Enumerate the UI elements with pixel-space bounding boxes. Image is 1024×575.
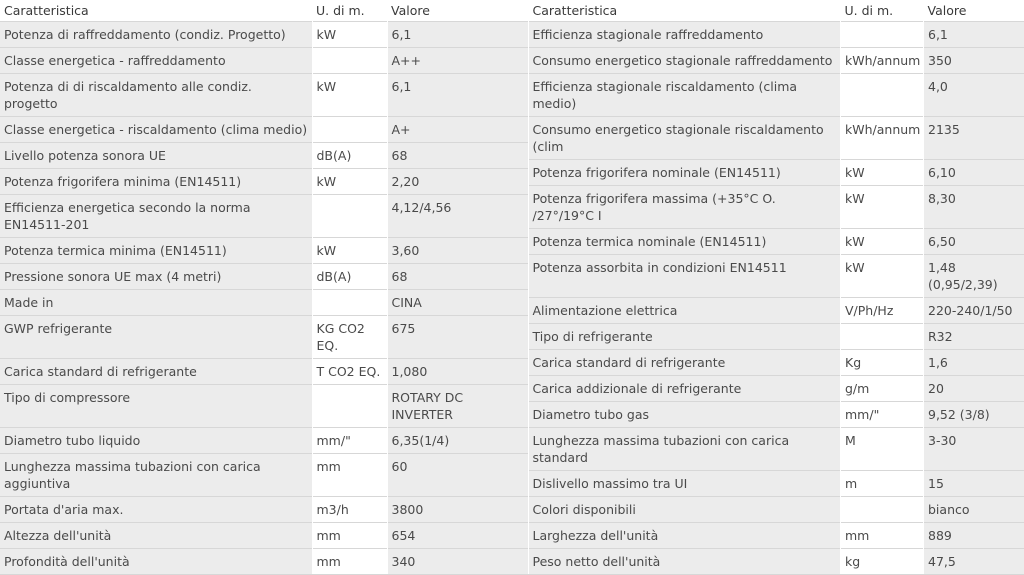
cell-unita: m3/h	[312, 497, 387, 523]
cell-unita: kW	[312, 22, 387, 48]
cell-caratteristica: Portata d'aria max.	[0, 497, 312, 523]
cell-unita: kW	[312, 74, 387, 117]
cell-unita: kW	[312, 169, 387, 195]
cell-valore: 6,35(1/4)	[387, 428, 528, 454]
cell-valore: bianco	[924, 497, 1024, 523]
table-row	[529, 160, 1024, 186]
cell-unita: mm	[312, 549, 387, 575]
cell-valore: 6,1	[387, 74, 528, 117]
cell-valore: 4,0	[924, 74, 1024, 117]
table-row	[0, 428, 528, 454]
cell-valore: 675	[387, 316, 528, 359]
table-row	[529, 428, 1024, 471]
cell-unita: T CO2 EQ.	[312, 359, 387, 385]
cell-caratteristica: Potenza frigorifera minima (EN14511)	[0, 169, 312, 195]
cell-caratteristica: Potenza frigorifera nominale (EN14511)	[529, 160, 841, 186]
table-row	[0, 359, 528, 385]
cell-unita: V/Ph/Hz	[841, 298, 924, 324]
cell-caratteristica: Peso netto dell'unità	[529, 549, 841, 575]
cell-valore: 220-240/1/50	[924, 298, 1024, 324]
cell-unita: kW	[312, 238, 387, 264]
cell-caratteristica: Classe energetica - raffreddamento	[0, 48, 312, 74]
cell-unita: kW	[841, 229, 924, 255]
cell-caratteristica: Carica addizionale di refrigerante	[529, 376, 841, 402]
table-row	[529, 471, 1024, 497]
table-row	[529, 350, 1024, 376]
cell-caratteristica: Lunghezza massima tubazioni con carica standard	[529, 428, 841, 471]
cell-valore: R32	[924, 324, 1024, 350]
table-row	[0, 385, 528, 428]
table-row	[0, 497, 528, 523]
cell-caratteristica: Diametro tubo liquido	[0, 428, 312, 454]
cell-caratteristica: Potenza frigorifera massima (+35°C O. /27°/19°C I	[529, 186, 841, 229]
cell-unita: mm	[312, 454, 387, 497]
cell-valore: 6,1	[387, 22, 528, 48]
table-row	[529, 497, 1024, 523]
header-unita: U. di m.	[841, 0, 924, 22]
cell-valore: 1,080	[387, 359, 528, 385]
cell-caratteristica: Potenza di di riscaldamento alle condiz. progetto	[0, 74, 312, 117]
cell-unita: kW	[841, 186, 924, 229]
cell-valore: 3-30	[924, 428, 1024, 471]
table-row	[529, 549, 1024, 575]
cell-caratteristica: Livello potenza sonora UE	[0, 143, 312, 169]
cell-unita: kWh/annum	[841, 48, 924, 74]
cell-unita	[841, 497, 924, 523]
cell-valore: 68	[387, 143, 528, 169]
cell-unita: M	[841, 428, 924, 471]
header-unita: U. di m.	[312, 0, 387, 22]
table-row	[529, 324, 1024, 350]
cell-caratteristica: Carica standard di refrigerante	[529, 350, 841, 376]
cell-caratteristica: Altezza dell'unità	[0, 523, 312, 549]
cell-unita	[312, 117, 387, 143]
spec-table-left-body	[0, 22, 528, 575]
cell-caratteristica: GWP refrigerante	[0, 316, 312, 359]
cell-unita: g/m	[841, 376, 924, 402]
cell-caratteristica: Potenza di raffreddamento (condiz. Progetto)	[0, 22, 312, 48]
table-row	[0, 74, 528, 117]
cell-unita: dB(A)	[312, 143, 387, 169]
cell-unita: m	[841, 471, 924, 497]
spec-table-right-body	[529, 22, 1024, 575]
cell-caratteristica: Profondità dell'unità	[0, 549, 312, 575]
cell-valore: 654	[387, 523, 528, 549]
cell-unita: mm/"	[312, 428, 387, 454]
cell-valore: 8,30	[924, 186, 1024, 229]
table-row	[529, 402, 1024, 428]
table-row	[0, 169, 528, 195]
cell-unita: kg	[841, 549, 924, 575]
header-valore: Valore	[387, 0, 528, 22]
cell-unita	[841, 324, 924, 350]
cell-valore: 2135	[924, 117, 1024, 160]
cell-unita: dB(A)	[312, 264, 387, 290]
cell-unita: mm	[841, 523, 924, 549]
cell-valore: 6,50	[924, 229, 1024, 255]
cell-valore: 6,10	[924, 160, 1024, 186]
cell-unita	[312, 290, 387, 316]
table-row	[529, 74, 1024, 117]
table-row	[0, 264, 528, 290]
cell-caratteristica: Lunghezza massima tubazioni con carica aggiuntiva	[0, 454, 312, 497]
cell-valore: CINA	[387, 290, 528, 316]
cell-valore: 20	[924, 376, 1024, 402]
table-row	[0, 549, 528, 575]
cell-valore: A+	[387, 117, 528, 143]
cell-caratteristica: Consumo energetico stagionale raffreddamento	[529, 48, 841, 74]
cell-caratteristica: Made in	[0, 290, 312, 316]
cell-valore: 68	[387, 264, 528, 290]
cell-unita: KG CO2 EQ.	[312, 316, 387, 359]
cell-unita	[312, 195, 387, 238]
cell-valore: 350	[924, 48, 1024, 74]
table-row	[0, 117, 528, 143]
cell-unita: kWh/annum	[841, 117, 924, 160]
table-row	[0, 290, 528, 316]
cell-unita	[312, 48, 387, 74]
cell-caratteristica: Larghezza dell'unità	[529, 523, 841, 549]
cell-valore: 15	[924, 471, 1024, 497]
cell-unita: kW	[841, 160, 924, 186]
table-row	[0, 22, 528, 48]
table-row	[0, 48, 528, 74]
table-row	[0, 523, 528, 549]
spec-table-right	[529, 0, 1024, 575]
cell-valore: 889	[924, 523, 1024, 549]
cell-unita: mm	[312, 523, 387, 549]
table-row	[529, 117, 1024, 160]
table-row	[0, 143, 528, 169]
cell-valore: ROTARY DC INVERTER	[387, 385, 528, 428]
table-row	[529, 186, 1024, 229]
cell-unita	[841, 74, 924, 117]
cell-caratteristica: Dislivello massimo tra UI	[529, 471, 841, 497]
cell-caratteristica: Tipo di refrigerante	[529, 324, 841, 350]
cell-valore: A++	[387, 48, 528, 74]
cell-valore: 1,48 (0,95/2,39)	[924, 255, 1024, 298]
cell-valore: 3800	[387, 497, 528, 523]
table-row	[529, 229, 1024, 255]
table-row	[529, 376, 1024, 402]
table-row	[529, 523, 1024, 549]
cell-caratteristica: Consumo energetico stagionale riscaldamento (clim	[529, 117, 841, 160]
table-header-row	[529, 0, 1024, 22]
cell-caratteristica: Diametro tubo gas	[529, 402, 841, 428]
cell-caratteristica: Alimentazione elettrica	[529, 298, 841, 324]
cell-valore: 6,1	[924, 22, 1024, 48]
cell-caratteristica: Carica standard di refrigerante	[0, 359, 312, 385]
cell-valore: 47,5	[924, 549, 1024, 575]
cell-valore: 2,20	[387, 169, 528, 195]
cell-valore: 4,12/4,56	[387, 195, 528, 238]
table-row	[529, 255, 1024, 298]
table-row	[529, 48, 1024, 74]
cell-valore: 60	[387, 454, 528, 497]
cell-unita: kW	[841, 255, 924, 298]
cell-unita	[312, 385, 387, 428]
table-row	[529, 22, 1024, 48]
cell-caratteristica: Potenza assorbita in condizioni EN14511	[529, 255, 841, 298]
header-caratteristica: Caratteristica	[529, 0, 841, 22]
cell-caratteristica: Classe energetica - riscaldamento (clima medio)	[0, 117, 312, 143]
table-row	[529, 298, 1024, 324]
table-header-row	[0, 0, 528, 22]
cell-valore: 1,6	[924, 350, 1024, 376]
cell-unita: Kg	[841, 350, 924, 376]
cell-valore: 3,60	[387, 238, 528, 264]
header-valore: Valore	[924, 0, 1024, 22]
cell-caratteristica: Colori disponibili	[529, 497, 841, 523]
table-row	[0, 316, 528, 359]
table-row	[0, 195, 528, 238]
cell-caratteristica: Pressione sonora UE max (4 metri)	[0, 264, 312, 290]
header-caratteristica: Caratteristica	[0, 0, 312, 22]
cell-caratteristica: Efficienza energetica secondo la norma EN14511-201	[0, 195, 312, 238]
cell-caratteristica: Potenza termica nominale (EN14511)	[529, 229, 841, 255]
cell-unita: mm/"	[841, 402, 924, 428]
cell-caratteristica: Tipo di compressore	[0, 385, 312, 428]
cell-caratteristica: Potenza termica minima (EN14511)	[0, 238, 312, 264]
cell-valore: 9,52 (3/8)	[924, 402, 1024, 428]
cell-unita	[841, 22, 924, 48]
table-row	[0, 454, 528, 497]
cell-valore: 340	[387, 549, 528, 575]
table-row	[0, 238, 528, 264]
cell-caratteristica: Efficienza stagionale riscaldamento (clima medio)	[529, 74, 841, 117]
cell-caratteristica: Efficienza stagionale raffreddamento	[529, 22, 841, 48]
